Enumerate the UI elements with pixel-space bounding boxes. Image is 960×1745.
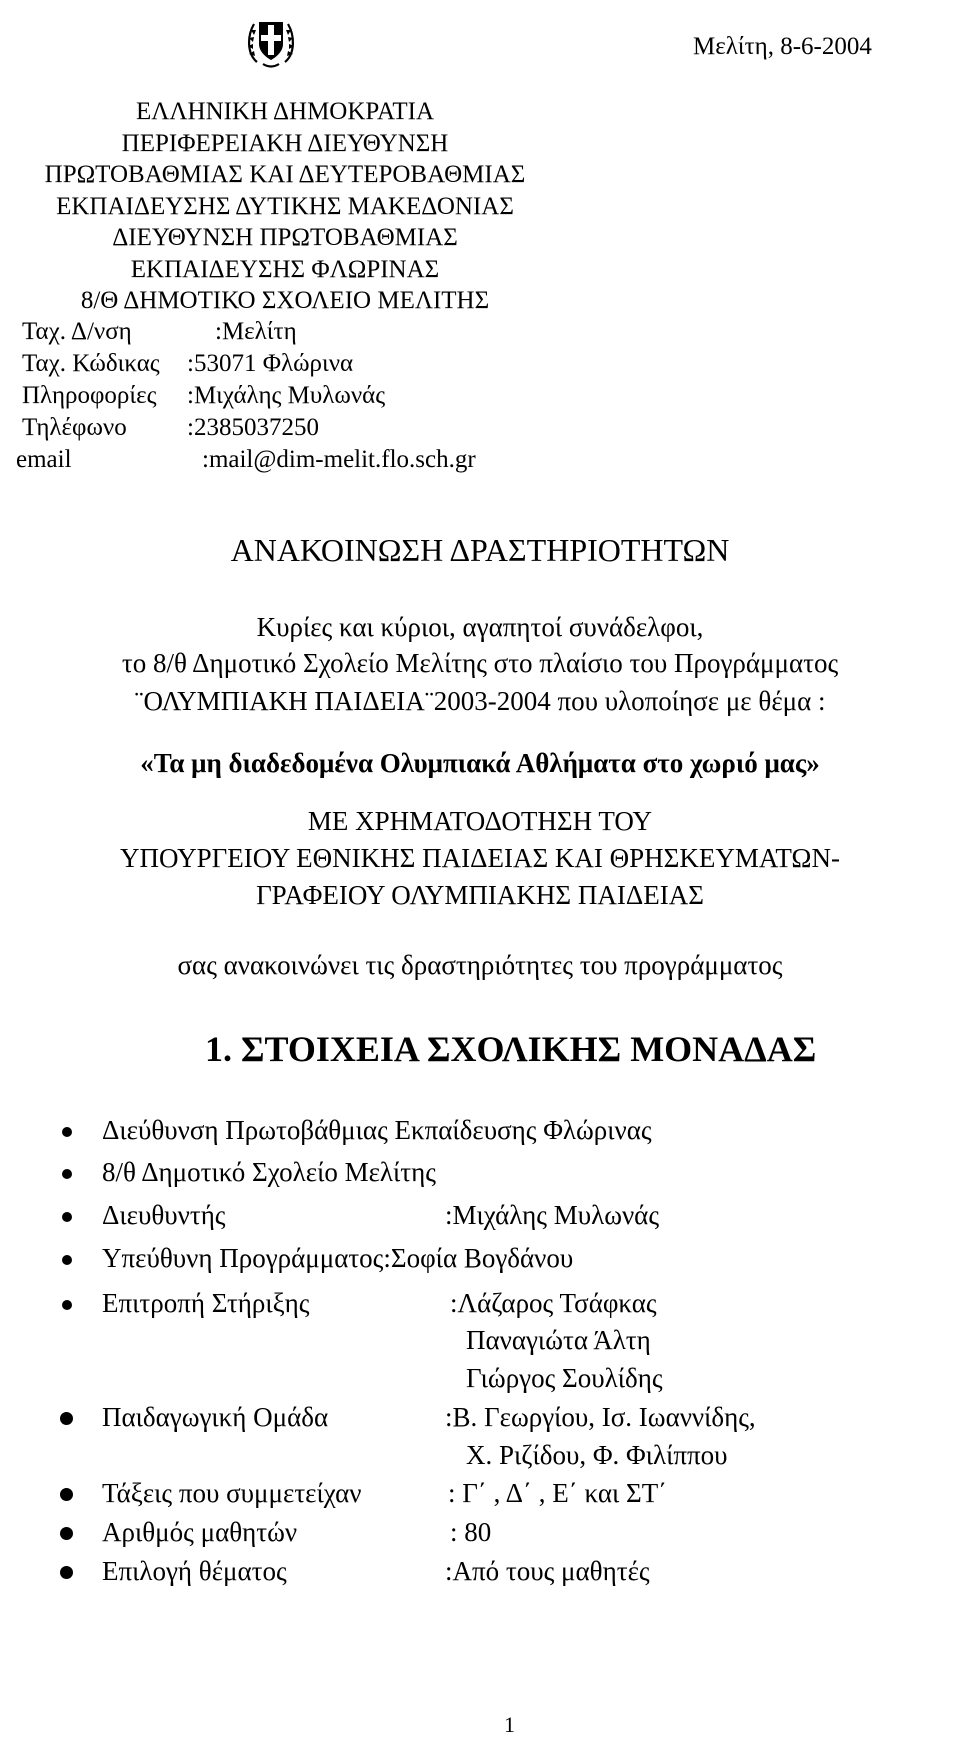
greek-coat-of-arms-emblem (245, 14, 297, 70)
org-line: ΕΚΠΑΙΔΕΥΣΗΣ ΦΛΩΡΙΝΑΣ (130, 255, 440, 283)
bullet-icon (62, 1127, 72, 1137)
contact-address-value: :Μελίτη (215, 318, 297, 345)
intro-line: Κυρίες και κύριοι, αγαπητοί συνάδελφοι, (256, 612, 704, 642)
contact-phone-value: :2385037250 (187, 414, 319, 441)
list-item-label: 8/θ Δημοτικό Σχολείο Μελίτης (102, 1157, 436, 1187)
contact-info-label: Πληροφορίες (22, 382, 157, 409)
funding-line: ΓΡΑΦΕΙΟΥ ΟΛΥΜΠΙΑΚΗΣ ΠΑΙΔΕΙΑΣ (256, 880, 704, 910)
contact-postcode-value: :53071 Φλώρινα (187, 350, 354, 377)
list-item (0, 1402, 960, 1442)
team-members-continued: Χ. Ριζίδου, Φ. Φιλίππου (466, 1440, 728, 1470)
announce-text: σας ανακοινώνει τις δραστηριότητες του προγράμματος (177, 950, 783, 980)
contact-info-value: :Μιχάλης Μυλωνάς (187, 382, 386, 409)
committee-member: Γιώργος Σουλίδης (466, 1363, 663, 1393)
org-line: ΕΛΛΗΝΙΚΗ ΔΗΜΟΚΡΑΤΙΑ (136, 98, 434, 125)
org-line: 8/Θ ΔΗΜΟΤΙΚΟ ΣΧΟΛΕΙΟ ΜΕΛΙΤΗΣ (80, 287, 490, 314)
page-number: 1 (504, 1712, 515, 1737)
list-item (0, 1556, 960, 1596)
page-title: ΑΝΑΚΟΙΝΩΣΗ ΔΡΑΣΤΗΡΙΟΤΗΤΩΝ (230, 532, 730, 568)
section-heading: 1. ΣΤΟΙΧΕΙΑ ΣΧΟΛΙΚΗΣ ΜΟΝΑΔΑΣ (205, 1029, 817, 1069)
list-item (0, 1243, 960, 1283)
committee-member: Παναγιώτα Άλτη (466, 1325, 651, 1355)
bullet-icon (60, 1566, 73, 1579)
org-line: ΕΚΠΑΙΔΕΥΣΗΣ ΔΥΤΙΚΗΣ ΜΑΚΕΔΟΝΙΑΣ (56, 192, 514, 220)
organization-header (0, 96, 570, 317)
list-item-label: Επιτροπή Στήριξης (102, 1288, 310, 1318)
intro-line: το 8/θ Δημοτικό Σχολείο Μελίτης στο πλαίσιο του Προγράμματος (121, 648, 839, 678)
contact-address-label: Ταχ. Δ/νση (22, 318, 132, 345)
bullet-icon (60, 1488, 73, 1501)
list-item-label: Επιλογή θέματος (102, 1556, 287, 1586)
list-item (0, 1115, 960, 1155)
list-item-label: Υπεύθυνη Προγράμματος:Σοφία Βογδάνου (102, 1243, 574, 1273)
bullet-icon (62, 1255, 72, 1265)
org-line: ΠΕΡΙΦΕΡΕΙΑΚΗ ΔΙΕΥΘΥΝΣΗ (121, 129, 449, 157)
list-item (0, 1478, 960, 1518)
bullet-icon (60, 1527, 73, 1540)
org-line: ΠΡΩΤΟΒΑΘΜΙΑΣ ΚΑΙ ΔΕΥΤΕΡΟΒΑΘΜΙΑΣ (44, 161, 526, 188)
list-item-label: Παιδαγωγική Ομάδα (102, 1402, 329, 1432)
list-item (0, 1288, 960, 1328)
program-theme: «Τα μη διαδεδομένα Ολυμπιακά Αθλήματα στο χωριό μας» (140, 748, 820, 778)
bullet-icon (62, 1300, 72, 1310)
place-date: Μελίτη, 8-6-2004 (693, 33, 872, 60)
bullet-icon (60, 1412, 73, 1425)
list-item (0, 1200, 960, 1240)
bullet-icon (62, 1212, 72, 1222)
bullet-icon (62, 1169, 72, 1179)
intro-line: ¨ΟΛΥΜΠΙΑΚΗ ΠΑΙΔΕΙΑ¨2003-2004 που υλοποίησε με θέμα : (134, 686, 826, 716)
contact-email-value[interactable]: :mail@dim-melit.flo.sch.gr (202, 446, 476, 473)
funding-line: ΥΠΟΥΡΓΕΙΟΥ ΕΘΝΙΚΗΣ ΠΑΙΔΕΙΑΣ ΚΑΙ ΘΡΗΣΚΕΥΜΑΤΩΝ- (120, 843, 840, 873)
list-item-value: :Λάζαρος Τσάφκας (450, 1288, 657, 1318)
list-item-label: Διεύθυνση Πρωτοβάθμιας Εκπαίδευσης Φλώρινας (102, 1115, 652, 1145)
funding-line: ΜΕ ΧΡΗΜΑΤΟΔΟΤΗΣΗ ΤΟΥ (307, 806, 653, 836)
list-item-label: Τάξεις που συμμετείχαν (102, 1478, 362, 1508)
list-item-label: Αριθμός μαθητών (102, 1517, 298, 1547)
list-item (0, 1157, 960, 1197)
list-item-value: : 80 (450, 1517, 492, 1547)
list-item-value: :Μιχάλης Μυλωνάς (445, 1200, 660, 1230)
list-item (0, 1517, 960, 1557)
list-item-value: : Γ΄ , Δ΄ , Ε΄ και ΣΤ΄ (448, 1478, 668, 1508)
contact-phone-label: Τηλέφωνο (22, 414, 127, 441)
list-item-value: :Β. Γεωργίου, Ισ. Ιωαννίδης, (445, 1402, 756, 1432)
list-item-value: :Από τους μαθητές (445, 1556, 650, 1586)
org-line: ΔΙΕΥΘΥΝΣΗ ΠΡΩΤΟΒΑΘΜΙΑΣ (112, 224, 458, 251)
contact-email-label: email (16, 446, 72, 473)
list-item-label: Διευθυντής (102, 1200, 226, 1230)
contact-postcode-label: Ταχ. Κώδικας (22, 350, 160, 377)
